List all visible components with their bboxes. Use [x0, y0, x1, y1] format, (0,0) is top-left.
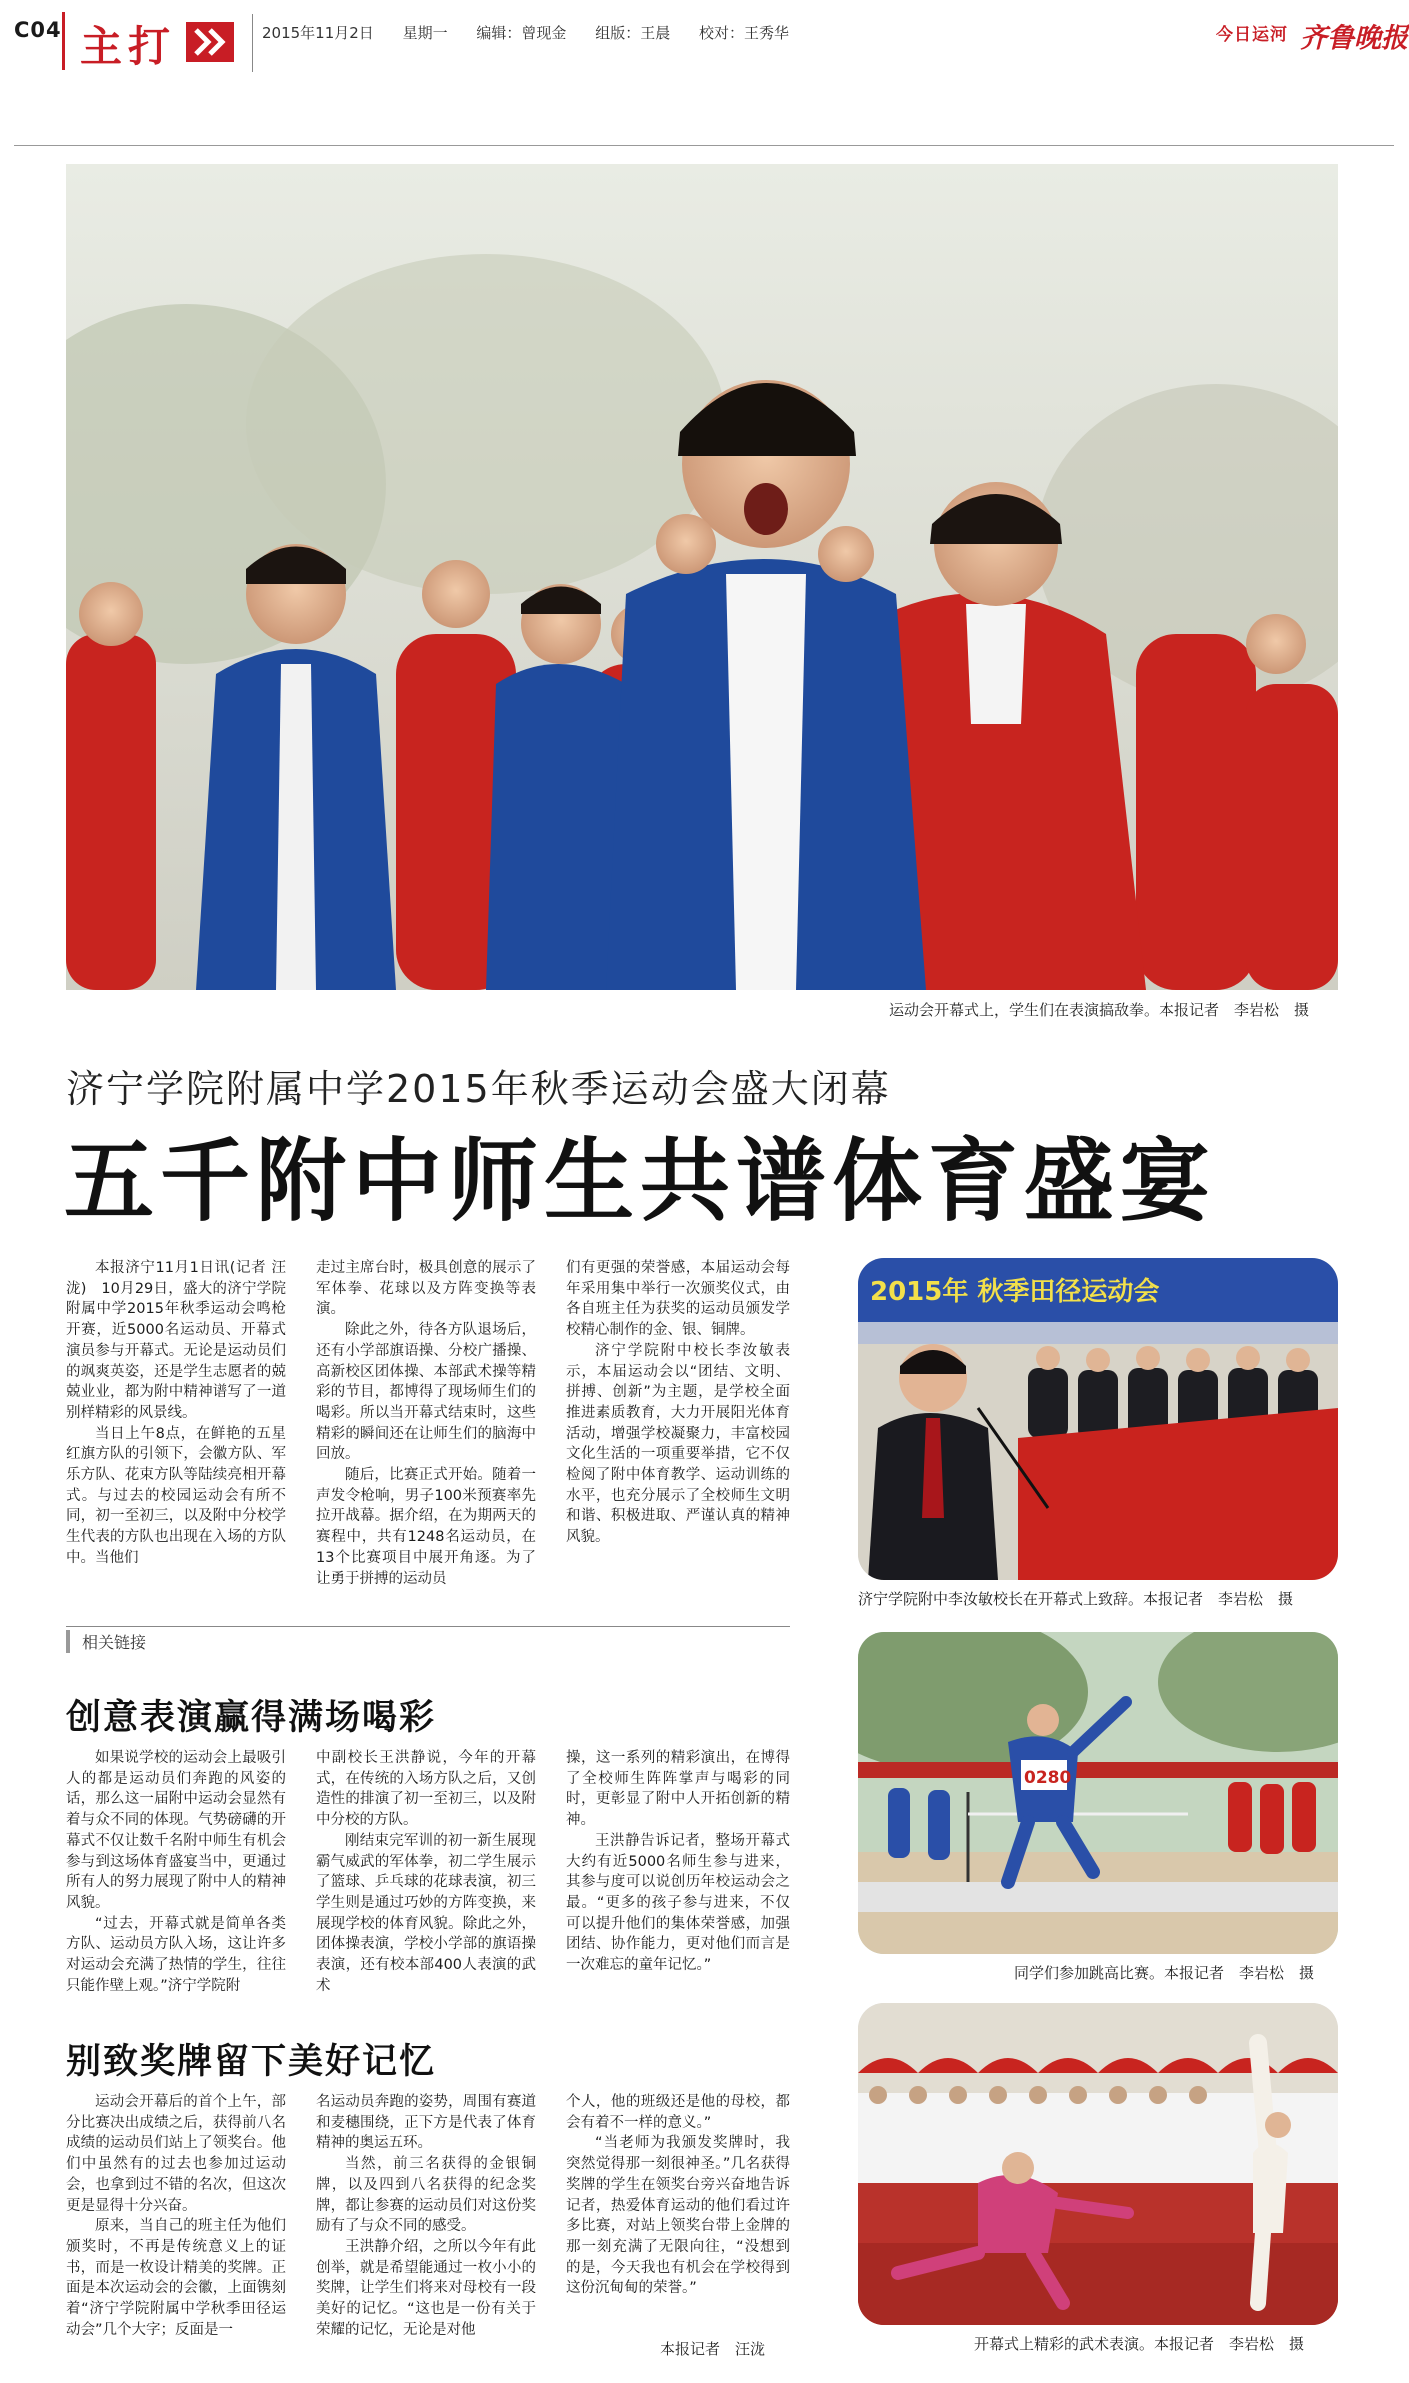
- speech-photo-caption: 济宁学院附中李汝敏校长在开幕式上致辞。本报记者 李岩松 摄: [858, 1590, 1294, 1608]
- header-rule: [14, 145, 1394, 146]
- paragraph: 刚结束完军训的初一新生展现霸气威武的军体拳，初二学生展示了篮球、乒乓球的花球表演，初三学生则是通过巧妙的方阵变换，来展现学校的体育风貌。除此之外，团体操表演，学校小学部的旗语操表演，还有校本部400人表演的武术: [316, 1832, 536, 1994]
- issue-weekday: 星期一: [402, 24, 448, 42]
- main-photo-caption: 运动会开幕式上，学生们在表演搞敌拳。本报记者 李岩松 摄: [889, 1001, 1310, 1019]
- speech-photo: [858, 1258, 1338, 1580]
- brand-tag: 今日运河: [1216, 25, 1288, 45]
- wushu-photo-caption: 开幕式上精彩的武术表演。本报记者 李岩松 摄: [974, 2335, 1305, 2353]
- paragraph: 操，这一系列的精彩演出，在博得了全校师生阵阵掌声与喝彩的同时，更彰显了附中人开拓创新的精神。: [566, 1750, 790, 1829]
- related-links-rule: [66, 1626, 790, 1627]
- section1-column-1: [66, 1748, 286, 1996]
- section2-column-3: [566, 2092, 790, 2299]
- article-column-2: [316, 1258, 536, 1589]
- paragraph: 名运动员奔跑的姿势，周围有赛道和麦穗围绕，正下方是代表了体育精神的奥运五环。: [316, 2094, 536, 2152]
- header-accent-bar: [62, 12, 65, 70]
- paragraph: 王洪静告诉记者，整场开幕式大约有近5000名师生参与进来，其参与度可以说创历年校运动会之最。“更多的孩子参与进来，不仅可以提升他们的集体荣誉感，加强团结、协作能力，更对他们而言是一次难忘的童年记忆。”: [566, 1832, 790, 1974]
- section2-column-2: [316, 2092, 536, 2340]
- paragraph: 中副校长王洪静说，今年的开幕式，在传统的入场方队之后，又创造性的排演了初一至初三，以及附中分校的方队。: [316, 1750, 536, 1829]
- page-number: C04: [14, 18, 62, 42]
- paragraph: 走过主席台时，极具创意的展示了军体拳、花球以及方阵变换等表演。: [316, 1260, 536, 1318]
- section1-column-2: [316, 1748, 536, 1996]
- paragraph: 原来，当自己的班主任为他们颁奖时，不再是传统意义上的证书，而是一枚设计精美的奖牌。正面是本次运动会的会徽，上面镌刻着“济宁学院附属中学秋季田径运动会”几个大字；反面是一: [66, 2218, 286, 2338]
- header-separator: [252, 14, 253, 72]
- paragraph: 济宁学院附中校长李汝敏表示，本届运动会以“团结、文明、拼搏、创新”为主题，是学校全面推进素质教育，大力开展阳光体育活动，增强学校凝聚力，丰富校园文化生活的一项重要举措，它不仅检阅了附中体育教学、运动训练的水平，也充分展示了全校师生文明和谐、积极进取、严谨认真的精神风貌。: [566, 1342, 790, 1546]
- article-subheadline: 济宁学院附属中学2015年秋季运动会盛大闭幕: [66, 1067, 891, 1111]
- section1-column-3: [566, 1748, 790, 1976]
- paragraph: 运动会开幕后的首个上午，部分比赛决出成绩之后，获得前八名成绩的运动员们站上了领奖台。他们中虽然有的过去也参加过运动会，也拿到过不错的名次，但这次更是显得十分兴奋。: [66, 2094, 286, 2214]
- paragraph: 们有更强的荣誉感，本届运动会每年采用集中举行一次颁奖仪式，由各自班主任为获奖的运动员颁发学校精心制作的金、银、铜牌。: [566, 1260, 790, 1339]
- proofreader-credit: 校对：王秀华: [698, 24, 789, 42]
- paragraph: 当然，前三名获得的金银铜牌，以及四到八名获得的纪念奖牌，都让参赛的运动员们对这份奖励有了与众不同的感受。: [316, 2156, 536, 2235]
- editor-credit: 编辑：曾现金: [476, 24, 567, 42]
- paragraph: “当老师为我颁发奖牌时，我突然觉得那一刻很神圣。”几名获得奖牌的学生在领奖台旁兴奋地告诉记者，热爱体育运动的他们看过许多比赛，对站上领奖台带上金牌的那一刻充满了无限向往，“没想到的是，今天我也有机会在学校得到这份沉甸甸的荣誉。”: [566, 2135, 790, 2297]
- layout-credit: 组版：王晨: [595, 24, 671, 42]
- issue-date: 2015年11月2日: [262, 24, 374, 42]
- paragraph: 当日上午8点，在鲜艳的五星红旗方队的引领下，会徽方队、军乐方队、花束方队等陆续亮相开幕式。与过去的校园运动会有所不同，初一至初三，以及附中分校学生代表的方队也出现在入场的方队中。当他们: [66, 1425, 286, 1566]
- section2-title: 别致奖牌留下美好记忆: [66, 2042, 437, 2082]
- paragraph: 本报济宁11月1日讯(记者 汪泷) 10月29日，盛大的济宁学院附属中学2015年秋季运动会鸣枪开赛，近5000名运动员、开幕式演员参与开幕式。无论是运动员们的飒爽英姿，还是学生志愿者的兢兢业业，都为附中精神谱写了一道别样精彩的风景线。: [66, 1260, 286, 1421]
- section1-title: 创意表演赢得满场喝彩: [66, 1698, 437, 1738]
- header-meta: [262, 22, 813, 43]
- paragraph: “过去，开幕式就是简单各类方队、运动员方队入场，这让许多对运动会充满了热情的学生，往往只能作壁上观。”济宁学院附: [66, 1915, 286, 1994]
- article-headline: 五千附中师生共谱体育盛宴: [64, 1129, 1216, 1234]
- wushu-photo: [858, 2003, 1338, 2325]
- high-jump-photo: [858, 1632, 1338, 1954]
- bib-number: 0280: [1024, 1768, 1072, 1788]
- section-title: 主打: [80, 22, 177, 71]
- paragraph: 如果说学校的运动会上最吸引人的都是运动员们奔跑的风姿的话，那么这一届附中运动会显然有着与众不同的体现。气势磅礴的开幕式不仅让数千名附中师生有机会参与到这场体育盛宴当中，更通过所有人的努力展现了附中人的精神风貌。: [66, 1750, 286, 1911]
- reporter-byline: 本报记者 汪泷: [660, 2340, 766, 2358]
- paragraph: 个人，他的班级还是他的母校，都会有着不一样的意义。”: [566, 2094, 790, 2131]
- main-photo: [66, 164, 1338, 990]
- paragraph: 随后，比赛正式开始。随着一声发令枪响，男子100米预赛率先拉开战幕。据介绍，在为期两天的赛程中，共有1248名运动员，在13个比赛项目中展开角逐。为了让勇于拼搏的运动员: [316, 1467, 536, 1587]
- newspaper-logo: 齐鲁晚报: [1300, 23, 1408, 54]
- section-chevron-icon: [186, 22, 234, 62]
- high-jump-photo-caption: 同学们参加跳高比赛。本报记者 李岩松 摄: [1014, 1964, 1315, 1982]
- section2-column-1: [66, 2092, 286, 2340]
- paragraph: 王洪静介绍，之所以今年有此创举，就是希望能通过一枚小小的奖牌，让学生们将来对母校有一段美好的记忆。“这也是一份有关于荣耀的记忆，无论是对他: [316, 2238, 536, 2338]
- speech-photo-banner: 2015年 秋季田径运动会: [870, 1277, 1160, 1307]
- paragraph: 除此之外，待各方队退场后，还有小学部旗语操、分校广播操、高新校区团体操、本部武术操等精彩的节目，都博得了现场师生们的喝彩。所以当开幕式结束时，这些精彩的瞬间还在让师生们的脑海中回放。: [316, 1322, 536, 1463]
- related-links-label: 相关链接: [66, 1630, 146, 1653]
- article-column-1: [66, 1258, 286, 1569]
- article-column-3: [566, 1258, 790, 1548]
